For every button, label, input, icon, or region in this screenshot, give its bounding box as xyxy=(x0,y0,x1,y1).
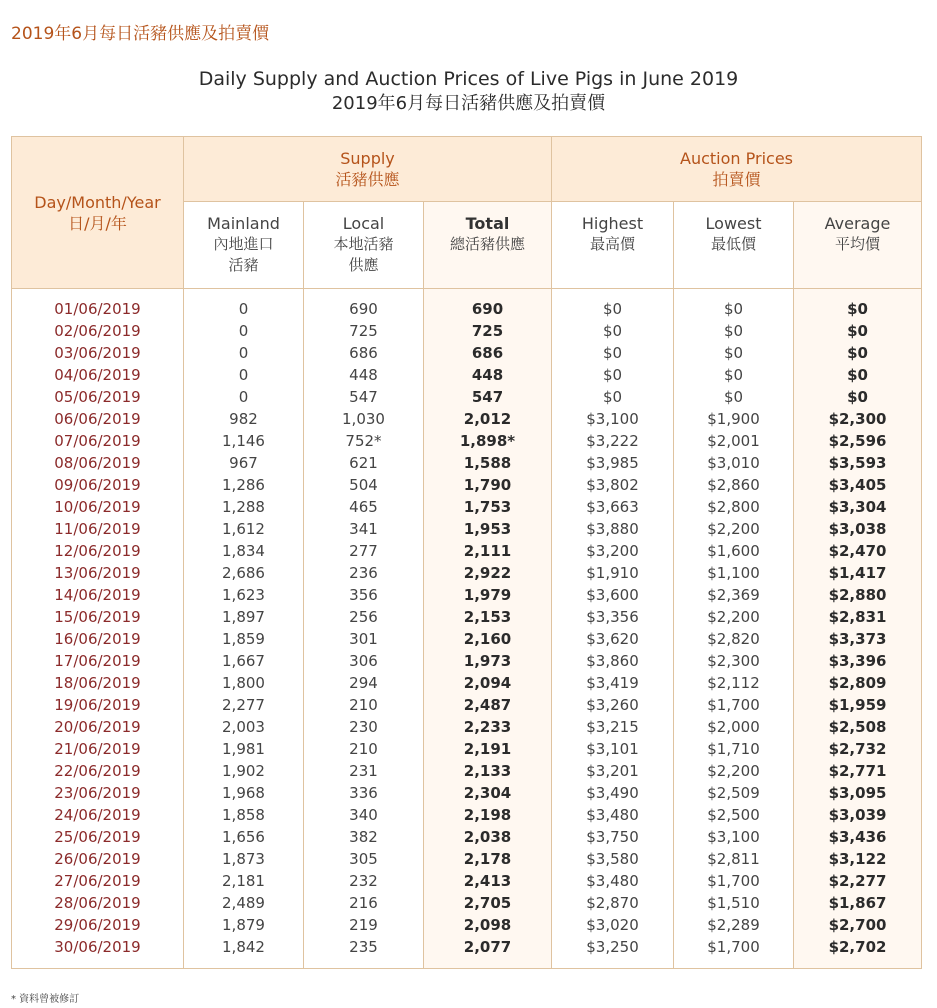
local-cell: 504 xyxy=(304,474,424,496)
table-row xyxy=(12,650,922,672)
table-row xyxy=(12,496,922,518)
total-cell: 2,198 xyxy=(424,804,552,826)
mainland-cell: 1,288 xyxy=(184,496,304,518)
average-price-cell: $1,867 xyxy=(794,892,922,914)
average-price-cell: $0 xyxy=(794,386,922,408)
date-cell: 06/06/2019 xyxy=(12,408,184,430)
highest-column-header xyxy=(552,202,674,289)
local-cell: 752* xyxy=(304,430,424,452)
average-price-cell: $3,038 xyxy=(794,518,922,540)
lowest-price-cell: $2,800 xyxy=(674,496,794,518)
mainland-cell: 1,897 xyxy=(184,606,304,628)
table-row xyxy=(12,804,922,826)
highest-price-cell: $3,200 xyxy=(552,540,674,562)
local-cell: 210 xyxy=(304,738,424,760)
average-price-cell: $3,593 xyxy=(794,452,922,474)
total-cell: 2,413 xyxy=(424,870,552,892)
lowest-price-cell: $0 xyxy=(674,342,794,364)
total-cell: 2,178 xyxy=(424,848,552,870)
total-cell: 2,922 xyxy=(424,562,552,584)
average-price-cell: $2,508 xyxy=(794,716,922,738)
total-cell: 1,898* xyxy=(424,430,552,452)
supply-header-en: Supply xyxy=(340,149,395,168)
mainland-cell: 1,612 xyxy=(184,518,304,540)
mainland-cell: 1,623 xyxy=(184,584,304,606)
average-price-cell: $3,405 xyxy=(794,474,922,496)
local-cell: 686 xyxy=(304,342,424,364)
local-header-en: Local xyxy=(342,214,385,233)
local-cell: 341 xyxy=(304,518,424,540)
local-cell: 256 xyxy=(304,606,424,628)
table-row xyxy=(12,342,922,364)
total-cell: 2,012 xyxy=(424,408,552,430)
lowest-price-cell: $2,369 xyxy=(674,584,794,606)
average-header-zh: 平均價 xyxy=(835,235,881,253)
title-english: Daily Supply and Auction Prices of Live Pigs in June 2019 xyxy=(198,68,739,90)
local-cell: 294 xyxy=(304,672,424,694)
mainland-cell: 2,686 xyxy=(184,562,304,584)
average-price-cell: $2,702 xyxy=(794,936,922,969)
date-cell: 22/06/2019 xyxy=(12,760,184,782)
mainland-cell: 1,146 xyxy=(184,430,304,452)
date-cell: 28/06/2019 xyxy=(12,892,184,914)
lowest-price-cell: $2,300 xyxy=(674,650,794,672)
date-cell: 02/06/2019 xyxy=(12,320,184,342)
table-row xyxy=(12,892,922,914)
highest-price-cell: $3,750 xyxy=(552,826,674,848)
date-header-zh: 日/月/年 xyxy=(68,213,127,233)
highest-price-cell: $3,580 xyxy=(552,848,674,870)
total-cell: 686 xyxy=(424,342,552,364)
highest-price-cell: $3,860 xyxy=(552,650,674,672)
local-cell: 725 xyxy=(304,320,424,342)
highest-price-cell: $3,222 xyxy=(552,430,674,452)
average-price-cell: $3,396 xyxy=(794,650,922,672)
local-header-zh2: 供應 xyxy=(348,256,379,274)
date-cell: 25/06/2019 xyxy=(12,826,184,848)
local-cell: 230 xyxy=(304,716,424,738)
highest-price-cell: $3,250 xyxy=(552,936,674,969)
date-cell: 24/06/2019 xyxy=(12,804,184,826)
highest-price-cell: $3,215 xyxy=(552,716,674,738)
lowest-price-cell: $1,900 xyxy=(674,408,794,430)
date-cell: 14/06/2019 xyxy=(12,584,184,606)
total-header-zh: 總活豬供應 xyxy=(449,235,525,253)
average-price-cell: $0 xyxy=(794,364,922,386)
mainland-cell: 1,879 xyxy=(184,914,304,936)
mainland-cell: 967 xyxy=(184,452,304,474)
highest-price-cell: $0 xyxy=(552,364,674,386)
table-row xyxy=(12,562,922,584)
table-row xyxy=(12,474,922,496)
total-cell: 1,979 xyxy=(424,584,552,606)
total-cell: 1,953 xyxy=(424,518,552,540)
total-cell: 2,153 xyxy=(424,606,552,628)
table-row xyxy=(12,716,922,738)
pig-supply-price-table xyxy=(11,136,922,969)
date-cell: 15/06/2019 xyxy=(12,606,184,628)
mainland-cell: 0 xyxy=(184,289,304,321)
table-row xyxy=(12,320,922,342)
lowest-price-cell: $3,010 xyxy=(674,452,794,474)
total-cell: 2,098 xyxy=(424,914,552,936)
mainland-cell: 1,859 xyxy=(184,628,304,650)
local-cell: 1,030 xyxy=(304,408,424,430)
mainland-cell: 1,858 xyxy=(184,804,304,826)
mainland-cell: 1,656 xyxy=(184,826,304,848)
total-cell: 2,111 xyxy=(424,540,552,562)
local-cell: 356 xyxy=(304,584,424,606)
total-cell: 2,705 xyxy=(424,892,552,914)
highest-price-cell: $3,663 xyxy=(552,496,674,518)
local-cell: 621 xyxy=(304,452,424,474)
average-price-cell: $2,831 xyxy=(794,606,922,628)
lowest-price-cell: $2,500 xyxy=(674,804,794,826)
lowest-price-cell: $2,811 xyxy=(674,848,794,870)
local-cell: 547 xyxy=(304,386,424,408)
highest-price-cell: $3,020 xyxy=(552,914,674,936)
table-row xyxy=(12,386,922,408)
table-row xyxy=(12,364,922,386)
average-price-cell: $2,880 xyxy=(794,584,922,606)
average-price-cell: $2,809 xyxy=(794,672,922,694)
table-body xyxy=(12,289,922,969)
local-cell: 382 xyxy=(304,826,424,848)
highest-price-cell: $3,620 xyxy=(552,628,674,650)
total-cell: 2,077 xyxy=(424,936,552,969)
average-price-cell: $2,300 xyxy=(794,408,922,430)
average-price-cell: $2,596 xyxy=(794,430,922,452)
date-column-header xyxy=(12,137,184,289)
highest-header-zh: 最高價 xyxy=(589,235,635,253)
local-cell: 340 xyxy=(304,804,424,826)
mainland-cell: 1,800 xyxy=(184,672,304,694)
table-row xyxy=(12,694,922,716)
date-cell: 21/06/2019 xyxy=(12,738,184,760)
date-cell: 27/06/2019 xyxy=(12,870,184,892)
highest-price-cell: $3,356 xyxy=(552,606,674,628)
lowest-price-cell: $2,820 xyxy=(674,628,794,650)
total-cell: 448 xyxy=(424,364,552,386)
auction-group-header xyxy=(552,137,922,202)
table-row xyxy=(12,870,922,892)
total-cell: 1,790 xyxy=(424,474,552,496)
table-row xyxy=(12,782,922,804)
table-row xyxy=(12,760,922,782)
average-price-cell: $3,436 xyxy=(794,826,922,848)
highest-price-cell: $3,480 xyxy=(552,804,674,826)
table-row xyxy=(12,408,922,430)
local-cell: 306 xyxy=(304,650,424,672)
table-row xyxy=(12,430,922,452)
date-cell: 11/06/2019 xyxy=(12,518,184,540)
mainland-cell: 2,003 xyxy=(184,716,304,738)
table-row xyxy=(12,848,922,870)
average-price-cell: $2,732 xyxy=(794,738,922,760)
lowest-header-zh: 最低價 xyxy=(710,235,756,253)
total-cell: 2,160 xyxy=(424,628,552,650)
date-cell: 16/06/2019 xyxy=(12,628,184,650)
total-header-en: Total xyxy=(465,214,510,233)
table-row xyxy=(12,738,922,760)
mainland-cell: 1,842 xyxy=(184,936,304,969)
table-row xyxy=(12,452,922,474)
total-column-header xyxy=(424,202,552,289)
average-price-cell: $3,039 xyxy=(794,804,922,826)
average-price-cell: $3,373 xyxy=(794,628,922,650)
average-price-cell: $3,122 xyxy=(794,848,922,870)
date-cell: 12/06/2019 xyxy=(12,540,184,562)
local-cell: 465 xyxy=(304,496,424,518)
header-group-row xyxy=(12,137,922,202)
local-cell: 336 xyxy=(304,782,424,804)
date-cell: 23/06/2019 xyxy=(12,782,184,804)
mainland-cell: 0 xyxy=(184,320,304,342)
local-cell: 216 xyxy=(304,892,424,914)
mainland-cell: 1,667 xyxy=(184,650,304,672)
average-price-cell: $2,470 xyxy=(794,540,922,562)
date-cell: 13/06/2019 xyxy=(12,562,184,584)
average-price-cell: $2,771 xyxy=(794,760,922,782)
lowest-price-cell: $1,510 xyxy=(674,892,794,914)
auction-header-en: Auction Prices xyxy=(680,149,793,168)
lowest-price-cell: $0 xyxy=(674,364,794,386)
highest-price-cell: $3,490 xyxy=(552,782,674,804)
highest-header-en: Highest xyxy=(581,214,644,233)
lowest-price-cell: $2,860 xyxy=(674,474,794,496)
lowest-price-cell: $2,000 xyxy=(674,716,794,738)
total-cell: 725 xyxy=(424,320,552,342)
average-price-cell: $3,095 xyxy=(794,782,922,804)
lowest-price-cell: $1,700 xyxy=(674,936,794,969)
table-row xyxy=(12,936,922,969)
date-cell: 29/06/2019 xyxy=(12,914,184,936)
mainland-cell: 2,277 xyxy=(184,694,304,716)
date-cell: 05/06/2019 xyxy=(12,386,184,408)
table-title xyxy=(0,66,937,116)
local-header-zh1: 本地活豬 xyxy=(333,235,394,253)
highest-price-cell: $3,480 xyxy=(552,870,674,892)
date-cell: 10/06/2019 xyxy=(12,496,184,518)
mainland-cell: 0 xyxy=(184,386,304,408)
page-heading: 2019年6月每日活豬供應及拍賣價 xyxy=(11,24,270,44)
total-cell: 2,191 xyxy=(424,738,552,760)
total-cell: 2,487 xyxy=(424,694,552,716)
average-column-header xyxy=(794,202,922,289)
mainland-cell: 2,181 xyxy=(184,870,304,892)
total-cell: 1,753 xyxy=(424,496,552,518)
table-row xyxy=(12,826,922,848)
table-row xyxy=(12,518,922,540)
local-cell: 305 xyxy=(304,848,424,870)
revision-footnote: * 資料曾被修訂 xyxy=(11,994,80,1005)
date-header-en: Day/Month/Year xyxy=(34,192,161,212)
average-price-cell: $1,417 xyxy=(794,562,922,584)
title-chinese: 2019年6月每日活豬供應及拍賣價 xyxy=(331,93,606,114)
table-row xyxy=(12,672,922,694)
lowest-price-cell: $2,200 xyxy=(674,606,794,628)
local-cell: 232 xyxy=(304,870,424,892)
average-price-cell: $3,304 xyxy=(794,496,922,518)
mainland-cell: 1,981 xyxy=(184,738,304,760)
average-price-cell: $0 xyxy=(794,342,922,364)
mainland-cell: 0 xyxy=(184,342,304,364)
local-cell: 448 xyxy=(304,364,424,386)
table-row xyxy=(12,914,922,936)
mainland-cell: 982 xyxy=(184,408,304,430)
total-cell: 2,133 xyxy=(424,760,552,782)
lowest-column-header xyxy=(674,202,794,289)
mainland-cell: 1,286 xyxy=(184,474,304,496)
table-row xyxy=(12,628,922,650)
average-price-cell: $1,959 xyxy=(794,694,922,716)
local-cell: 235 xyxy=(304,936,424,969)
mainland-cell: 2,489 xyxy=(184,892,304,914)
date-cell: 17/06/2019 xyxy=(12,650,184,672)
highest-price-cell: $3,802 xyxy=(552,474,674,496)
highest-price-cell: $3,260 xyxy=(552,694,674,716)
supply-header-zh: 活豬供應 xyxy=(335,170,400,189)
highest-price-cell: $1,910 xyxy=(552,562,674,584)
table-row xyxy=(12,606,922,628)
lowest-price-cell: $2,200 xyxy=(674,760,794,782)
highest-price-cell: $0 xyxy=(552,289,674,321)
highest-price-cell: $3,419 xyxy=(552,672,674,694)
table-row xyxy=(12,584,922,606)
lowest-price-cell: $2,001 xyxy=(674,430,794,452)
total-cell: 2,038 xyxy=(424,826,552,848)
lowest-header-en: Lowest xyxy=(705,214,762,233)
highest-price-cell: $2,870 xyxy=(552,892,674,914)
total-cell: 1,588 xyxy=(424,452,552,474)
average-price-cell: $0 xyxy=(794,320,922,342)
lowest-price-cell: $2,289 xyxy=(674,914,794,936)
mainland-header-zh1: 內地進口 xyxy=(213,235,274,253)
mainland-header-zh2: 活豬 xyxy=(228,256,259,274)
highest-price-cell: $3,100 xyxy=(552,408,674,430)
mainland-cell: 1,902 xyxy=(184,760,304,782)
mainland-column-header xyxy=(184,202,304,289)
lowest-price-cell: $1,700 xyxy=(674,870,794,892)
date-cell: 09/06/2019 xyxy=(12,474,184,496)
total-cell: 2,094 xyxy=(424,672,552,694)
highest-price-cell: $0 xyxy=(552,320,674,342)
lowest-price-cell: $1,600 xyxy=(674,540,794,562)
total-cell: 690 xyxy=(424,289,552,321)
date-cell: 08/06/2019 xyxy=(12,452,184,474)
highest-price-cell: $0 xyxy=(552,342,674,364)
date-cell: 04/06/2019 xyxy=(12,364,184,386)
lowest-price-cell: $1,100 xyxy=(674,562,794,584)
lowest-price-cell: $0 xyxy=(674,289,794,321)
date-cell: 26/06/2019 xyxy=(12,848,184,870)
lowest-price-cell: $2,200 xyxy=(674,518,794,540)
average-price-cell: $0 xyxy=(794,289,922,321)
lowest-price-cell: $0 xyxy=(674,320,794,342)
lowest-price-cell: $1,700 xyxy=(674,694,794,716)
lowest-price-cell: $0 xyxy=(674,386,794,408)
table-row xyxy=(12,289,922,321)
date-cell: 30/06/2019 xyxy=(12,936,184,969)
lowest-price-cell: $2,112 xyxy=(674,672,794,694)
total-cell: 2,233 xyxy=(424,716,552,738)
highest-price-cell: $3,101 xyxy=(552,738,674,760)
average-header-en: Average xyxy=(824,214,891,233)
highest-price-cell: $0 xyxy=(552,386,674,408)
highest-price-cell: $3,201 xyxy=(552,760,674,782)
local-cell: 690 xyxy=(304,289,424,321)
lowest-price-cell: $1,710 xyxy=(674,738,794,760)
average-price-cell: $2,700 xyxy=(794,914,922,936)
local-cell: 231 xyxy=(304,760,424,782)
local-cell: 277 xyxy=(304,540,424,562)
average-price-cell: $2,277 xyxy=(794,870,922,892)
local-cell: 236 xyxy=(304,562,424,584)
date-cell: 19/06/2019 xyxy=(12,694,184,716)
total-cell: 547 xyxy=(424,386,552,408)
total-cell: 2,304 xyxy=(424,782,552,804)
mainland-cell: 1,873 xyxy=(184,848,304,870)
lowest-price-cell: $3,100 xyxy=(674,826,794,848)
local-cell: 219 xyxy=(304,914,424,936)
local-cell: 301 xyxy=(304,628,424,650)
highest-price-cell: $3,600 xyxy=(552,584,674,606)
date-cell: 20/06/2019 xyxy=(12,716,184,738)
date-cell: 01/06/2019 xyxy=(12,289,184,321)
auction-header-zh: 拍賣價 xyxy=(712,170,761,189)
mainland-header-en: Mainland xyxy=(207,214,280,233)
local-column-header xyxy=(304,202,424,289)
table-row xyxy=(12,540,922,562)
date-cell: 07/06/2019 xyxy=(12,430,184,452)
total-cell: 1,973 xyxy=(424,650,552,672)
lowest-price-cell: $2,509 xyxy=(674,782,794,804)
mainland-cell: 0 xyxy=(184,364,304,386)
date-cell: 03/06/2019 xyxy=(12,342,184,364)
highest-price-cell: $3,880 xyxy=(552,518,674,540)
mainland-cell: 1,834 xyxy=(184,540,304,562)
highest-price-cell: $3,985 xyxy=(552,452,674,474)
supply-group-header xyxy=(184,137,552,202)
local-cell: 210 xyxy=(304,694,424,716)
mainland-cell: 1,968 xyxy=(184,782,304,804)
date-cell: 18/06/2019 xyxy=(12,672,184,694)
